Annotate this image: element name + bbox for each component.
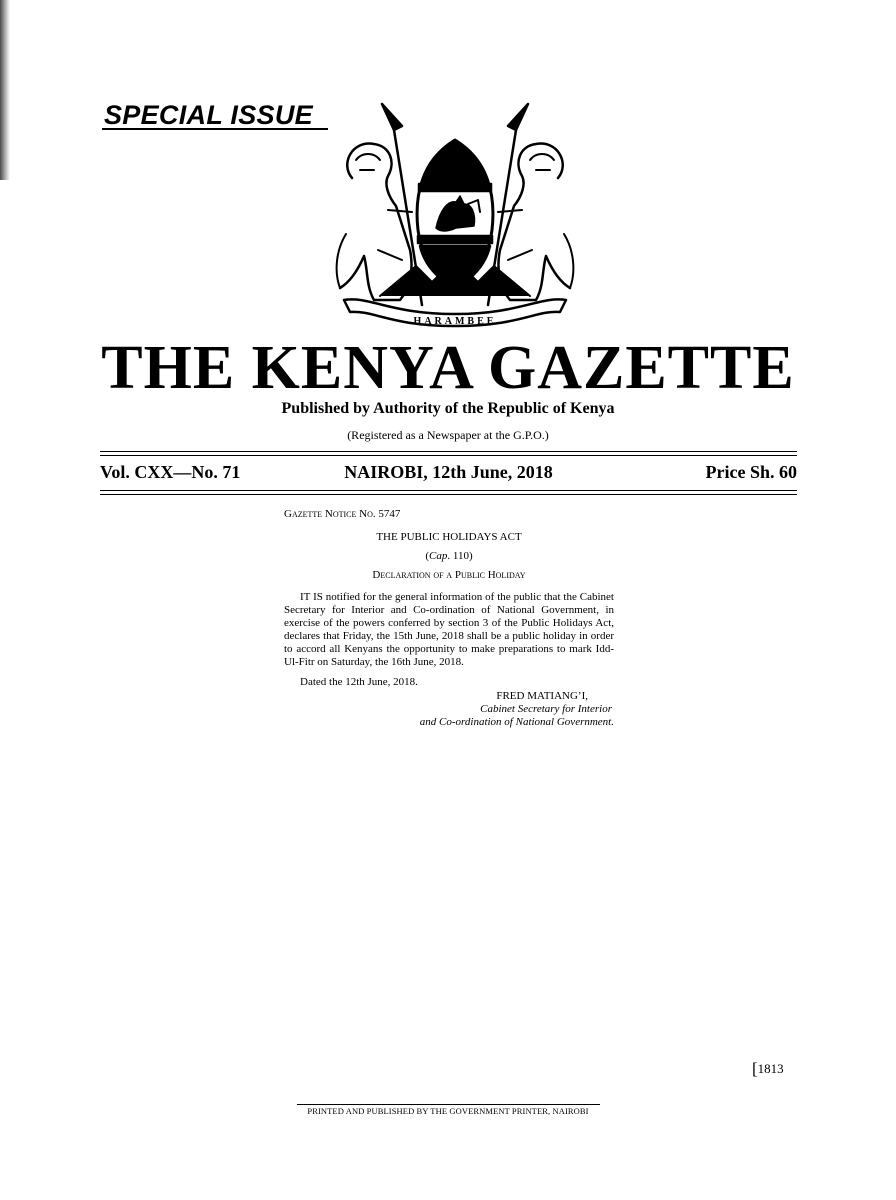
folio-page-number: 1813: [757, 1061, 784, 1076]
notice-number: [284, 508, 614, 521]
masthead-rule-bottom-2: [100, 494, 797, 495]
registration-line: (Registered as a Newspaper at the G.P.O.): [347, 428, 549, 442]
signatory-title-2: and Co-ordination of National Government.: [419, 716, 614, 728]
footer-rule: [297, 1104, 600, 1105]
page-folio: [752, 1059, 784, 1079]
printer-imprint: PRINTED AND PUBLISHED BY THE GOVERNMENT PRINTER, NAIROBI: [307, 1106, 589, 1116]
coat-motto: HARAMBEE: [413, 316, 497, 327]
issue-price: Price Sh. 60: [705, 462, 797, 482]
issue-info-row: [100, 462, 797, 486]
gazette-title: THE KENYA GAZETTE: [101, 334, 795, 402]
notice-body: IT IS notified for the general information of the public that the Cabinet Secretary for Interior and Co-ordination of National Government, in exercise of the powers conferred by section 3 of the Public Holidays Act, declares that Friday, the 15th June, 2018 shall be a public holiday in order to accord all Kenyans the opportunity to make preparations to mark Idd-Ul-Fitr on Saturday, the 16th June, 2018.: [284, 591, 614, 668]
folio-bracket: [: [752, 1059, 758, 1078]
gazette-notice: [284, 508, 614, 729]
act-chapter: [284, 550, 614, 563]
masthead-rule-bottom-1: [100, 490, 797, 491]
masthead-rule-top-1: [100, 451, 797, 452]
kenya-coat-of-arms-icon: [330, 100, 580, 328]
notice-dated: Dated the 12th June, 2018.: [300, 676, 418, 688]
notice-number-value: 5747: [378, 508, 401, 520]
masthead-rule-top-2: [100, 455, 797, 456]
signatory-name: FRED MATIANG’I,: [496, 690, 588, 702]
act-chapter-label: Cap: [429, 550, 448, 562]
volume-number: Vol. CXX—No. 71: [100, 462, 241, 482]
act-chapter-open: (: [425, 550, 430, 562]
act-title: THE PUBLIC HOLIDAYS ACT: [376, 531, 522, 543]
signatory-title-1: Cabinet Secretary for Interior: [480, 703, 612, 715]
notice-heading: Declaration of a Public Holiday: [372, 569, 526, 581]
act-chapter-number: . 110): [447, 550, 473, 562]
notice-number-label: Gazette Notice No.: [284, 508, 376, 520]
authority-line: Published by Authority of the Republic of Kenya: [281, 400, 615, 417]
special-issue-label: SPECIAL ISSUE: [104, 100, 313, 130]
special-issue-underline: [102, 128, 328, 130]
page-edge-shadow: [0, 0, 10, 180]
issue-dateline: NAIROBI, 12th June, 2018: [344, 462, 553, 482]
